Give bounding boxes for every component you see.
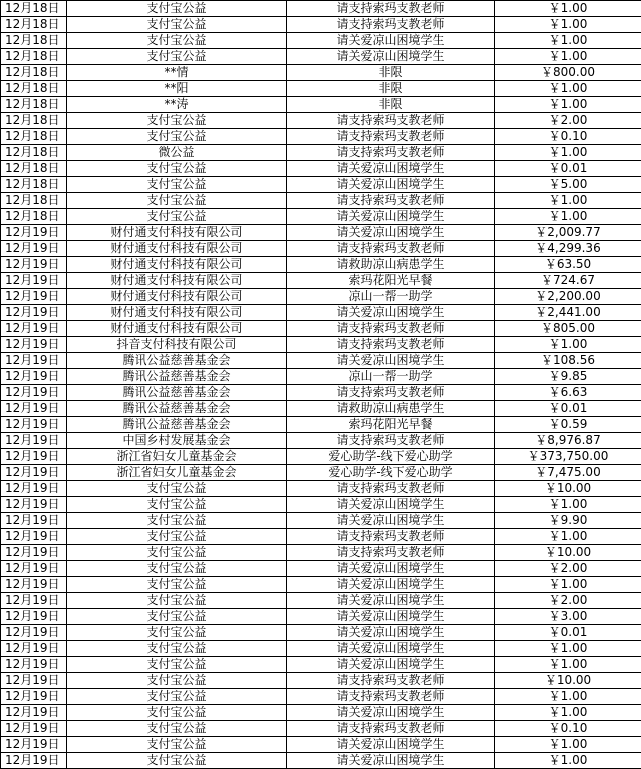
project-cell: 请支持索玛支教老师 (287, 433, 495, 449)
project-cell: 请支持索玛支教老师 (287, 673, 495, 689)
date-cell: 12月19日 (1, 561, 67, 577)
date-cell: 12月19日 (1, 577, 67, 593)
table-row (1, 17, 641, 33)
project-cell: 请支持索玛支教老师 (287, 321, 495, 337)
project-cell: 请关爱凉山困境学生 (287, 737, 495, 753)
table-row (1, 705, 641, 721)
date-cell: 12月19日 (1, 625, 67, 641)
project-cell: 请关爱凉山困境学生 (287, 593, 495, 609)
date-cell: 12月18日 (1, 33, 67, 49)
date-cell: 12月19日 (1, 433, 67, 449)
amount-cell: ￥1.00 (495, 49, 641, 65)
project-cell: 请救助凉山病患学生 (287, 401, 495, 417)
amount-cell: ￥2.00 (495, 561, 641, 577)
donor-cell: 财付通支付科技有限公司 (67, 241, 287, 257)
project-cell: 请关爱凉山困境学生 (287, 49, 495, 65)
donor-cell: **情 (67, 65, 287, 81)
date-cell: 12月19日 (1, 753, 67, 769)
date-cell: 12月19日 (1, 257, 67, 273)
amount-cell: ￥9.90 (495, 513, 641, 529)
amount-cell: ￥0.01 (495, 401, 641, 417)
table-row (1, 577, 641, 593)
amount-cell: ￥2,200.00 (495, 289, 641, 305)
donor-cell: 支付宝公益 (67, 593, 287, 609)
date-cell: 12月18日 (1, 97, 67, 113)
table-row (1, 321, 641, 337)
donor-cell: 财付通支付科技有限公司 (67, 289, 287, 305)
donor-cell: 支付宝公益 (67, 689, 287, 705)
table-row (1, 481, 641, 497)
project-cell: 请支持索玛支教老师 (287, 385, 495, 401)
donor-cell: 财付通支付科技有限公司 (67, 273, 287, 289)
donor-cell: 支付宝公益 (67, 177, 287, 193)
date-cell: 12月19日 (1, 465, 67, 481)
date-cell: 12月19日 (1, 481, 67, 497)
project-cell: 请关爱凉山困境学生 (287, 353, 495, 369)
donor-cell: 财付通支付科技有限公司 (67, 257, 287, 273)
amount-cell: ￥1.00 (495, 689, 641, 705)
donor-cell: 支付宝公益 (67, 513, 287, 529)
amount-cell: ￥10.00 (495, 481, 641, 497)
amount-cell: ￥1.00 (495, 577, 641, 593)
donor-cell: 腾讯公益慈善基金会 (67, 417, 287, 433)
project-cell: 请关爱凉山困境学生 (287, 513, 495, 529)
project-cell: 请关爱凉山困境学生 (287, 753, 495, 769)
date-cell: 12月18日 (1, 17, 67, 33)
table-row (1, 529, 641, 545)
table-row (1, 97, 641, 113)
table-row (1, 337, 641, 353)
project-cell: 请关爱凉山困境学生 (287, 657, 495, 673)
date-cell: 12月18日 (1, 49, 67, 65)
table-row (1, 385, 641, 401)
donor-cell: **涛 (67, 97, 287, 113)
table-row (1, 657, 641, 673)
donor-cell: 支付宝公益 (67, 193, 287, 209)
date-cell: 12月18日 (1, 81, 67, 97)
amount-cell: ￥1.00 (495, 209, 641, 225)
project-cell: 非限 (287, 97, 495, 113)
amount-cell: ￥1.00 (495, 737, 641, 753)
date-cell: 12月19日 (1, 305, 67, 321)
donor-cell: 支付宝公益 (67, 161, 287, 177)
date-cell: 12月19日 (1, 705, 67, 721)
table-row (1, 689, 641, 705)
table-row (1, 641, 641, 657)
project-cell: 请支持索玛支教老师 (287, 145, 495, 161)
table-row (1, 129, 641, 145)
donor-cell: 支付宝公益 (67, 529, 287, 545)
donation-table-body (1, 1, 641, 769)
table-row (1, 241, 641, 257)
date-cell: 12月19日 (1, 609, 67, 625)
amount-cell: ￥805.00 (495, 321, 641, 337)
date-cell: 12月18日 (1, 1, 67, 17)
table-row (1, 65, 641, 81)
donor-cell: 支付宝公益 (67, 33, 287, 49)
project-cell: 非限 (287, 81, 495, 97)
amount-cell: ￥1.00 (495, 705, 641, 721)
table-row (1, 305, 641, 321)
project-cell: 请支持索玛支教老师 (287, 193, 495, 209)
amount-cell: ￥0.01 (495, 161, 641, 177)
date-cell: 12月19日 (1, 289, 67, 305)
amount-cell: ￥1.00 (495, 17, 641, 33)
amount-cell: ￥1.00 (495, 81, 641, 97)
amount-cell: ￥4,299.36 (495, 241, 641, 257)
table-row (1, 81, 641, 97)
table-row (1, 161, 641, 177)
donor-cell: 浙江省妇女儿童基金会 (67, 449, 287, 465)
date-cell: 12月19日 (1, 497, 67, 513)
date-cell: 12月19日 (1, 273, 67, 289)
project-cell: 请支持索玛支教老师 (287, 545, 495, 561)
donor-cell: 支付宝公益 (67, 641, 287, 657)
amount-cell: ￥724.67 (495, 273, 641, 289)
donor-cell: 支付宝公益 (67, 1, 287, 17)
table-row (1, 1, 641, 17)
project-cell: 请支持索玛支教老师 (287, 721, 495, 737)
donor-cell: 浙江省妇女儿童基金会 (67, 465, 287, 481)
table-row (1, 417, 641, 433)
amount-cell: ￥1.00 (495, 33, 641, 49)
donor-cell: 支付宝公益 (67, 737, 287, 753)
donor-cell: 支付宝公益 (67, 113, 287, 129)
donor-cell: 支付宝公益 (67, 673, 287, 689)
table-row (1, 401, 641, 417)
amount-cell: ￥0.10 (495, 129, 641, 145)
project-cell: 请支持索玛支教老师 (287, 529, 495, 545)
project-cell: 请关爱凉山困境学生 (287, 625, 495, 641)
donor-cell: 中国乡村发展基金会 (67, 433, 287, 449)
donor-cell: 腾讯公益慈善基金会 (67, 353, 287, 369)
donor-cell: 财付通支付科技有限公司 (67, 305, 287, 321)
project-cell: 请支持索玛支教老师 (287, 17, 495, 33)
project-cell: 请支持索玛支教老师 (287, 1, 495, 17)
amount-cell: ￥1.00 (495, 497, 641, 513)
amount-cell: ￥2,441.00 (495, 305, 641, 321)
amount-cell: ￥2.00 (495, 593, 641, 609)
donor-cell: 支付宝公益 (67, 657, 287, 673)
date-cell: 12月19日 (1, 593, 67, 609)
table-row (1, 289, 641, 305)
donor-cell: 支付宝公益 (67, 705, 287, 721)
date-cell: 12月19日 (1, 225, 67, 241)
donor-cell: 支付宝公益 (67, 497, 287, 513)
date-cell: 12月18日 (1, 129, 67, 145)
table-row (1, 49, 641, 65)
date-cell: 12月19日 (1, 529, 67, 545)
table-row (1, 561, 641, 577)
date-cell: 12月18日 (1, 161, 67, 177)
date-cell: 12月19日 (1, 689, 67, 705)
donor-cell: 支付宝公益 (67, 625, 287, 641)
amount-cell: ￥10.00 (495, 673, 641, 689)
donor-cell: 腾讯公益慈善基金会 (67, 369, 287, 385)
donor-cell: 抖音支付科技有限公司 (67, 337, 287, 353)
project-cell: 请关爱凉山困境学生 (287, 305, 495, 321)
project-cell: 请关爱凉山困境学生 (287, 225, 495, 241)
donor-cell: 财付通支付科技有限公司 (67, 225, 287, 241)
project-cell: 凉山一帮一助学 (287, 369, 495, 385)
amount-cell: ￥6.63 (495, 385, 641, 401)
project-cell: 请支持索玛支教老师 (287, 241, 495, 257)
donor-cell: 腾讯公益慈善基金会 (67, 401, 287, 417)
date-cell: 12月19日 (1, 641, 67, 657)
amount-cell: ￥10.00 (495, 545, 641, 561)
date-cell: 12月18日 (1, 113, 67, 129)
amount-cell: ￥9.85 (495, 369, 641, 385)
table-row (1, 33, 641, 49)
table-row (1, 497, 641, 513)
date-cell: 12月19日 (1, 513, 67, 529)
amount-cell: ￥5.00 (495, 177, 641, 193)
amount-cell: ￥2.00 (495, 113, 641, 129)
project-cell: 请支持索玛支教老师 (287, 689, 495, 705)
amount-cell: ￥2,009.77 (495, 225, 641, 241)
project-cell: 请关爱凉山困境学生 (287, 177, 495, 193)
donor-cell: 支付宝公益 (67, 609, 287, 625)
date-cell: 12月18日 (1, 145, 67, 161)
date-cell: 12月19日 (1, 369, 67, 385)
table-row (1, 113, 641, 129)
project-cell: 请关爱凉山困境学生 (287, 609, 495, 625)
amount-cell: ￥0.01 (495, 625, 641, 641)
date-cell: 12月18日 (1, 177, 67, 193)
table-row (1, 193, 641, 209)
date-cell: 12月19日 (1, 337, 67, 353)
amount-cell: ￥1.00 (495, 657, 641, 673)
amount-cell: ￥108.56 (495, 353, 641, 369)
project-cell: 请支持索玛支教老师 (287, 481, 495, 497)
donor-cell: 支付宝公益 (67, 545, 287, 561)
amount-cell: ￥63.50 (495, 257, 641, 273)
donor-cell: 支付宝公益 (67, 481, 287, 497)
project-cell: 索玛花阳光早餐 (287, 417, 495, 433)
date-cell: 12月19日 (1, 417, 67, 433)
donor-cell: 支付宝公益 (67, 577, 287, 593)
project-cell: 请关爱凉山困境学生 (287, 33, 495, 49)
project-cell: 请关爱凉山困境学生 (287, 497, 495, 513)
date-cell: 12月19日 (1, 657, 67, 673)
table-row (1, 753, 641, 769)
table-row (1, 433, 641, 449)
amount-cell: ￥373,750.00 (495, 449, 641, 465)
amount-cell: ￥7,475.00 (495, 465, 641, 481)
table-row (1, 625, 641, 641)
amount-cell: ￥8,976.87 (495, 433, 641, 449)
table-row (1, 449, 641, 465)
table-row (1, 609, 641, 625)
amount-cell: ￥1.00 (495, 1, 641, 17)
table-row (1, 673, 641, 689)
donor-cell: 支付宝公益 (67, 721, 287, 737)
project-cell: 请关爱凉山困境学生 (287, 641, 495, 657)
table-row (1, 593, 641, 609)
date-cell: 12月19日 (1, 673, 67, 689)
amount-cell: ￥1.00 (495, 97, 641, 113)
table-row (1, 145, 641, 161)
table-row (1, 545, 641, 561)
donor-cell: 财付通支付科技有限公司 (67, 321, 287, 337)
table-row (1, 177, 641, 193)
date-cell: 12月19日 (1, 241, 67, 257)
date-cell: 12月19日 (1, 545, 67, 561)
donor-cell: 支付宝公益 (67, 561, 287, 577)
table-row (1, 353, 641, 369)
project-cell: 请关爱凉山困境学生 (287, 209, 495, 225)
amount-cell: ￥1.00 (495, 145, 641, 161)
amount-cell: ￥0.59 (495, 417, 641, 433)
date-cell: 12月19日 (1, 321, 67, 337)
donor-cell: **阳 (67, 81, 287, 97)
date-cell: 12月19日 (1, 737, 67, 753)
donor-cell: 支付宝公益 (67, 49, 287, 65)
project-cell: 请支持索玛支教老师 (287, 129, 495, 145)
table-row (1, 225, 641, 241)
table-row (1, 721, 641, 737)
amount-cell: ￥1.00 (495, 753, 641, 769)
table-row (1, 273, 641, 289)
donor-cell: 支付宝公益 (67, 129, 287, 145)
donor-cell: 支付宝公益 (67, 753, 287, 769)
project-cell: 爱心助学-线下爱心助学 (287, 465, 495, 481)
project-cell: 爱心助学-线下爱心助学 (287, 449, 495, 465)
table-row (1, 257, 641, 273)
date-cell: 12月18日 (1, 193, 67, 209)
date-cell: 12月19日 (1, 721, 67, 737)
project-cell: 请支持索玛支教老师 (287, 113, 495, 129)
amount-cell: ￥1.00 (495, 193, 641, 209)
table-row (1, 513, 641, 529)
date-cell: 12月19日 (1, 353, 67, 369)
project-cell: 索玛花阳光早餐 (287, 273, 495, 289)
project-cell: 请关爱凉山困境学生 (287, 161, 495, 177)
project-cell: 请支持索玛支教老师 (287, 337, 495, 353)
table-row (1, 465, 641, 481)
project-cell: 请关爱凉山困境学生 (287, 561, 495, 577)
date-cell: 12月19日 (1, 401, 67, 417)
project-cell: 请关爱凉山困境学生 (287, 577, 495, 593)
donor-cell: 腾讯公益慈善基金会 (67, 385, 287, 401)
donor-cell: 支付宝公益 (67, 209, 287, 225)
project-cell: 凉山一帮一助学 (287, 289, 495, 305)
date-cell: 12月18日 (1, 209, 67, 225)
amount-cell: ￥1.00 (495, 529, 641, 545)
amount-cell: ￥0.10 (495, 721, 641, 737)
date-cell: 12月18日 (1, 65, 67, 81)
table-row (1, 209, 641, 225)
table-row (1, 369, 641, 385)
project-cell: 请关爱凉山困境学生 (287, 705, 495, 721)
date-cell: 12月19日 (1, 385, 67, 401)
amount-cell: ￥1.00 (495, 641, 641, 657)
table-row (1, 737, 641, 753)
donor-cell: 支付宝公益 (67, 17, 287, 33)
amount-cell: ￥1.00 (495, 337, 641, 353)
amount-cell: ￥800.00 (495, 65, 641, 81)
donor-cell: 微公益 (67, 145, 287, 161)
project-cell: 请救助凉山病患学生 (287, 257, 495, 273)
date-cell: 12月19日 (1, 449, 67, 465)
amount-cell: ￥3.00 (495, 609, 641, 625)
project-cell: 非限 (287, 65, 495, 81)
